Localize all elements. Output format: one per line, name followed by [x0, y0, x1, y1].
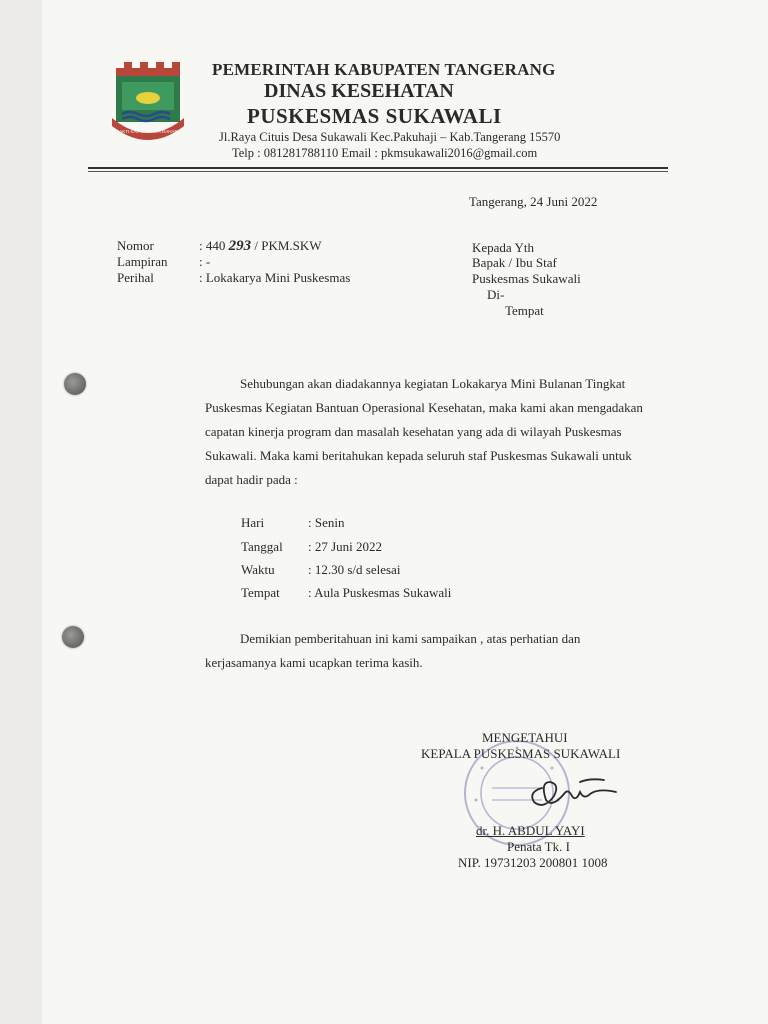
schedule-label-waktu: Waktu [241, 562, 275, 577]
signature-acknowledged: MENGETAHUI [482, 730, 568, 745]
letter-date: Tangerang, 24 Juni 2022 [469, 194, 598, 209]
letterhead-government: PEMERINTAH KABUPATEN TANGERANG [212, 60, 556, 79]
body-p1-line-3: capatan kinerja program dan masalah kesehatan yang ada di wilayah Puskesmas [205, 424, 622, 439]
letterhead-institution: PUSKESMAS SUKAWALI [247, 104, 502, 128]
signatory-name: dr. H. ABDUL YAYI [476, 823, 585, 838]
recipient-line-4: Di- [487, 287, 505, 302]
recipient-line-1: Kepada Yth [472, 240, 534, 255]
letterhead-rule [88, 167, 668, 169]
letterhead-address: Jl.Raya Cituis Desa Sukawali Kec.Pakuhaji – Kab.Tangerang 15570 [219, 130, 561, 144]
nomor-handwritten: 293 [228, 238, 252, 254]
signature-title: KEPALA PUSKESMAS SUKAWALI [421, 746, 621, 761]
lampiran-label: Lampiran [117, 254, 168, 269]
handwritten-signature-icon [520, 770, 630, 815]
lampiran-value: : - [199, 254, 211, 269]
schedule-value-waktu: : 12.30 s/d selesai [308, 562, 401, 577]
schedule-label-tanggal: Tanggal [241, 539, 283, 554]
recipient-line-2: Bapak / Ibu Staf [472, 255, 557, 270]
body-p1-line-2: Puskesmas Kegiatan Bantuan Operasional Kesehatan, maka kami akan mengadakan [205, 400, 643, 415]
recipient-line-3: Puskesmas Sukawali [472, 271, 581, 286]
svg-text:BHAKTI KARYA KERTA RAHARJA: BHAKTI KARYA KERTA RAHARJA [113, 129, 183, 134]
regency-logo-icon [108, 60, 188, 142]
schedule-label-hari: Hari [241, 515, 265, 530]
schedule-label-tempat: Tempat [241, 585, 280, 600]
body-p1-line-5: dapat hadir pada : [205, 472, 298, 487]
letterhead-rule-thin [88, 171, 668, 172]
perihal-label: Perihal [117, 270, 154, 285]
signatory-nip: NIP. 19731203 200801 1008 [458, 855, 608, 870]
schedule-value-tempat: : Aula Puskesmas Sukawali [308, 585, 452, 600]
letterhead-department: DINAS KESEHATAN [264, 80, 454, 102]
letterhead-contact: Telp : 081281788110 Email : pkmsukawali2016@gmail.com [232, 146, 538, 160]
schedule-value-hari: : Senin [308, 515, 345, 530]
punch-hole-top [64, 373, 86, 395]
nomor-label: Nomor [117, 238, 154, 253]
perihal-value: : Lokakarya Mini Puskesmas [199, 270, 351, 285]
signatory-rank: Penata Tk. I [507, 839, 570, 854]
body-p2-line-1: Demikian pemberitahuan ini kami sampaikan , atas perhatian dan [240, 631, 581, 646]
schedule-value-tanggal: : 27 Juni 2022 [308, 539, 383, 554]
body-p1-line-1: Sehubungan akan diadakannya kegiatan Lokakarya Mini Bulanan Tingkat [240, 376, 626, 391]
body-p2-line-2: kerjasamanya kami ucapkan terima kasih. [205, 655, 423, 670]
body-p1-line-4: Sukawali. Maka kami beritahukan kepada seluruh staf Puskesmas Sukawali untuk [205, 448, 632, 463]
punch-hole-bottom [62, 626, 84, 648]
recipient-line-5: Tempat [505, 303, 544, 318]
nomor-value: : 440 293 / PKM.SKW [199, 238, 322, 254]
